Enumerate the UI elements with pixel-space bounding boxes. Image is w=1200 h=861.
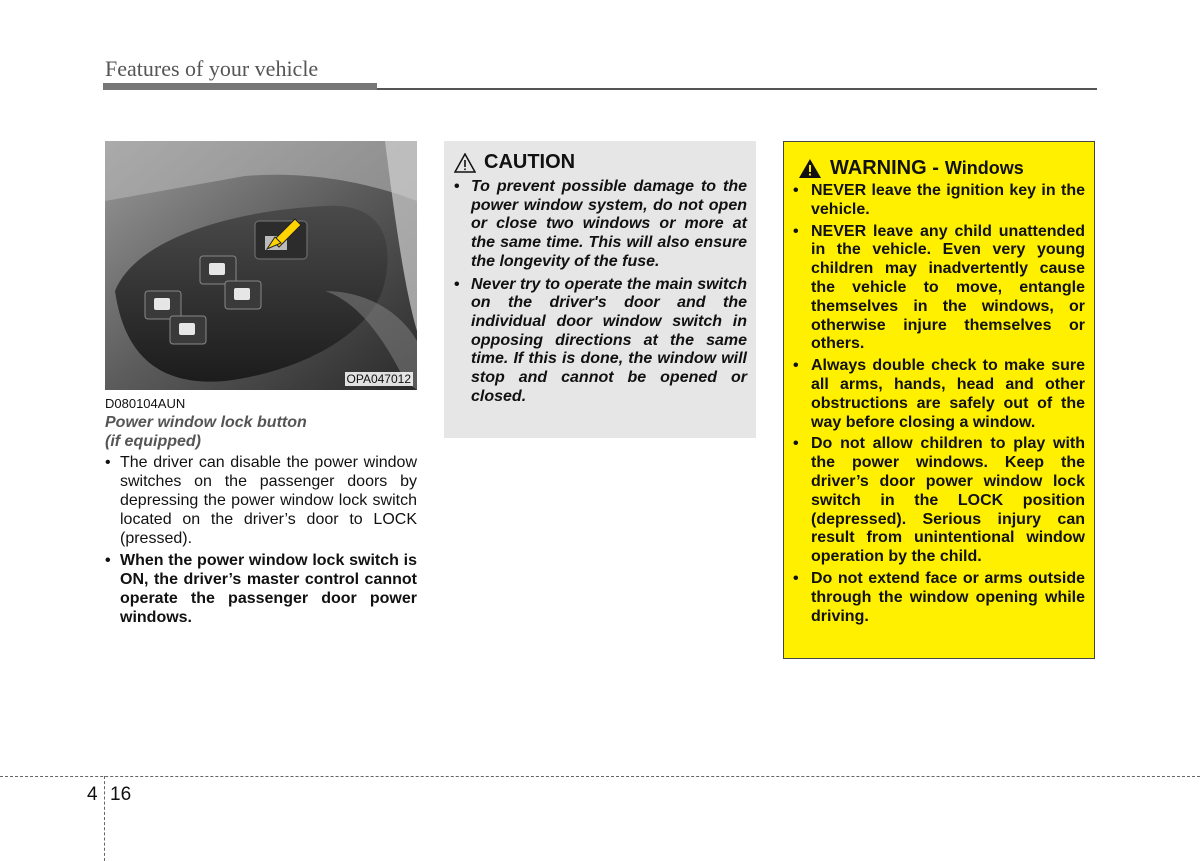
caution-list	[454, 178, 747, 410]
warning-item: • Do not extend face or arms outside through the window opening while driving.	[793, 570, 1085, 626]
page-number: 16	[110, 784, 132, 805]
subheading-line-1: Power window lock button	[105, 414, 307, 431]
warning-item: • NEVER leave any child unattended in the vehicle. Even very young children may inadvertently cause the vehicle to move, entangle themselves in the windows, or otherwise injure themselves or others.	[793, 223, 1085, 355]
warning-triangle-outline-icon	[454, 153, 476, 173]
warning-title	[798, 157, 1024, 180]
door-panel-illustration	[105, 141, 417, 390]
power-window-switch-photo	[105, 141, 417, 390]
figure-code: OPA047012	[346, 372, 411, 386]
section-subheading	[105, 413, 425, 451]
section-code: D080104AUN	[105, 396, 186, 411]
caution-item: • To prevent possible damage to the power window system, do not open or close two windows or more at the same time. This will also ensure the longevity of the fuse.	[454, 178, 747, 272]
warning-title-text: WARNING -	[830, 157, 939, 179]
bullet-item: • The driver can disable the power window switches on the passenger doors by depressing the power window lock switch located on the driver’s door to LOCK (pressed).	[105, 453, 417, 548]
warning-subtitle: Windows	[944, 158, 1024, 178]
footer-divider	[104, 776, 105, 861]
warning-box	[783, 141, 1095, 659]
caution-title-text: CAUTION	[484, 151, 576, 173]
warning-triangle-filled-icon	[798, 158, 822, 179]
warning-list	[793, 182, 1085, 629]
footer-rule	[0, 776, 1200, 777]
caution-title	[454, 151, 575, 174]
caution-box	[444, 141, 756, 438]
chapter-number: 4	[87, 784, 98, 805]
warning-item: • Always double check to make sure all arms, hands, head and other obstructions are safely out of the way before closing a window.	[793, 357, 1085, 432]
warning-item: • Do not allow children to play with the power windows. Keep the driver’s door power window lock switch in the LOCK position (depressed). Serious injury can result from unintentional window operation by the child.	[793, 435, 1085, 567]
subheading-line-2: (if equipped)	[105, 433, 201, 450]
bullet-item-bold: • When the power window lock switch is ON, the driver’s master control cannot operate the passenger door power windows.	[105, 551, 417, 627]
warning-item: • NEVER leave the ignition key in the vehicle.	[793, 182, 1085, 220]
page-header-title: Features of your vehicle	[105, 56, 319, 81]
section-bullet-list	[105, 453, 417, 630]
caution-item: • Never try to operate the main switch on the driver's door and the individual door window switch in opposing directions at the same time. If this is done, the window will stop and cannot be opened or closed.	[454, 276, 747, 407]
header-bar	[103, 83, 377, 90]
header-rule	[377, 88, 1097, 90]
